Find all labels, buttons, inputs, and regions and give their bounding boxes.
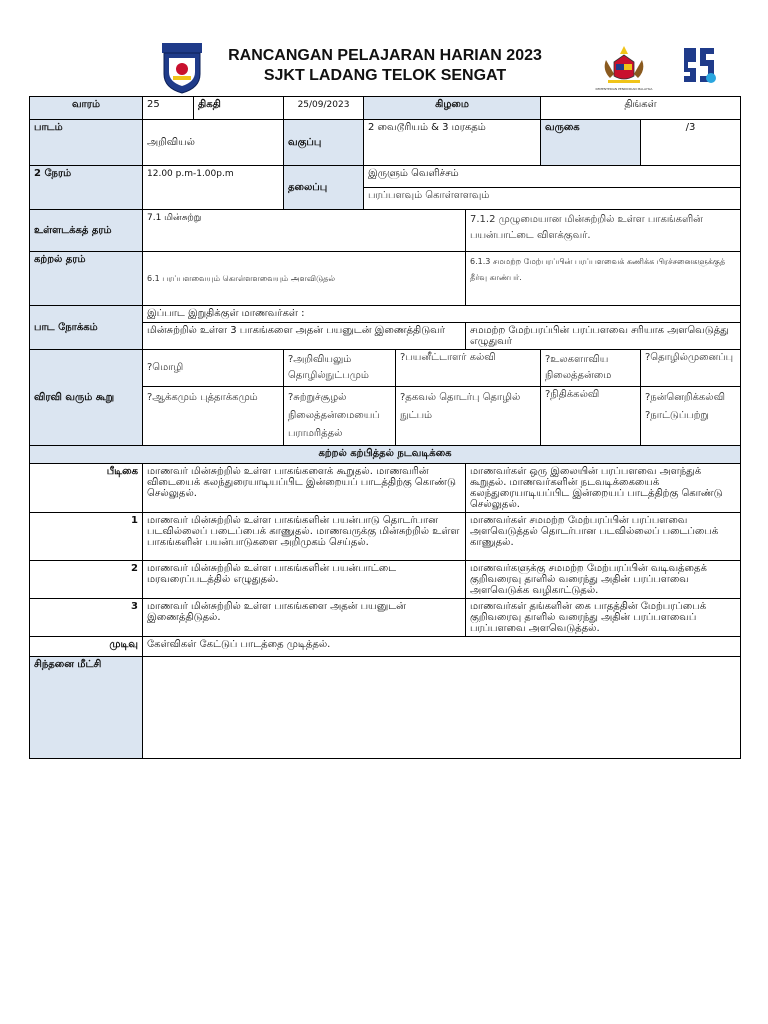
learning-standard-row xyxy=(30,252,741,306)
title-line-1: RANCANGAN PELAJARAN HARIAN 2023 xyxy=(228,47,542,64)
cross-item: ?சுற்றுச்சூழல் நிலைத்தன்மையைப் பராமரித்தல் xyxy=(284,387,396,446)
week-row xyxy=(30,97,741,120)
cross-item: ?தொழில்முனைப்பு xyxy=(641,350,741,387)
content-standard-value-2: 7.1.2 முழுமையான மின்சுற்றில் உள்ள பாகங்களின் பயன்பாட்டை விளக்குவர். xyxy=(466,210,741,252)
closing-row xyxy=(30,637,741,657)
activities-heading-row xyxy=(30,446,741,464)
learning-standard-value-1: 6.1 பரப்பளவையும் கொள்ளளவையும் அளவிடுதல் xyxy=(143,252,466,306)
objective-intro: இப்பாட இறுதிக்குள் மாணவர்கள் : xyxy=(143,306,741,323)
subject-value: அறிவியல் xyxy=(143,120,284,166)
subject-row xyxy=(30,120,741,166)
time-row xyxy=(30,166,741,188)
subject-label: பாடம் xyxy=(30,120,143,166)
title-line-2: SJKT LADANG TELOK SENGAT xyxy=(263,67,507,84)
topic-value-1: இருளும் வெளிச்சம் xyxy=(364,166,741,188)
cross-item: ?தகவல் தொடர்பு தொழில் நுட்பம் xyxy=(396,387,541,446)
learning-standard-label: கற்றல் தரம் xyxy=(30,252,143,306)
learning-standard-value-2: 6.1.3 சமமற்ற மேற்பரப்பின் பரப்பளவைக் கணிக்க பிரச்சனைகளுக்குத் தீர்வு காண்பர். xyxy=(466,252,741,306)
objective-item-2: சமமற்ற மேற்பரப்பின் பரப்பளவை சரியாக அளவெடுத்து எழுதுவர் xyxy=(466,323,741,350)
cross-item-pair xyxy=(641,387,741,446)
objective-label: பாட நோக்கம் xyxy=(30,306,143,350)
step-1-label: 1 xyxy=(30,513,143,561)
cross-item: ?நிதிக்கல்வி xyxy=(541,387,641,446)
cross-item: ?பயனீட்டாளர் கல்வி xyxy=(396,350,541,387)
cross-item: ?நாட்டுப்பற்று xyxy=(645,410,709,421)
day-label: கிழமை xyxy=(364,97,541,120)
document-header xyxy=(0,38,768,98)
document-title xyxy=(210,46,560,86)
gov-caption: KEMENTERIAN PENDIDIKAN MALAYSIA xyxy=(595,87,653,91)
objective-row xyxy=(30,306,741,323)
time-value: 12.00 p.m-1.00p.m xyxy=(143,166,284,210)
topic-value-2: பரப்பளவும் கொள்ளளவும் xyxy=(364,188,741,210)
step-2-text-b: மாணவர்களுக்கு சமமற்ற மேற்பரப்பின் வடிவத்தைக் குறிவரைவு தாளில் வரைந்து அதின் பரப்பளவை அளவெடுக்க வழிகாட்டுதல். xyxy=(466,561,741,599)
week-label: வாரம் xyxy=(30,97,143,120)
reflection-row xyxy=(30,657,741,759)
cross-item: ?மொழி xyxy=(143,350,284,387)
cross-item: ?நன்னெறிக்கல்வி xyxy=(645,392,725,403)
government-coat-of-arms-icon xyxy=(594,44,654,92)
cross-curricular-label: விரவி வரும் கூறு xyxy=(30,350,143,446)
cross-item: ?அறிவியலும் தொழில்நுட்பமும் xyxy=(284,350,396,387)
reflection-value xyxy=(143,657,741,759)
objective-item-1: மின்சுற்றில் உள்ள 3 பாகங்களை அதன் பயனுடன் இணைத்திடுவர் xyxy=(143,323,466,350)
step-1-text-b: மாணவர்கள் சமமற்ற மேற்பரப்பின் பரப்பளவை அளவெடுத்தல் தொடர்பான படவில்லைப் படைப்பைக் காணுதல். xyxy=(466,513,741,561)
intro-row xyxy=(30,464,741,513)
lesson-plan-table xyxy=(29,96,741,759)
topic-label: தலைப்பு xyxy=(284,166,364,210)
step-1-row xyxy=(30,513,741,561)
attendance-value: /3 xyxy=(641,120,741,166)
intro-label: பீடிகை xyxy=(30,464,143,513)
school-crest-icon xyxy=(161,42,203,94)
step-3-text-a: மாணவர் மின்சுற்றில் உள்ள பாகங்களை அதன் பயனுடன் இணைத்திடுதல். xyxy=(143,599,466,637)
step-2-text-a: மாணவர் மின்சுற்றில் உள்ள பாகங்களின் பயன்பாட்டை மரவரைப்படத்தில் எழுதுதல். xyxy=(143,561,466,599)
date-value: 25/09/2023 xyxy=(284,97,364,120)
week-value: 25 xyxy=(143,97,194,120)
cross-item: ?ஆக்கமும் புத்தாக்கமும் xyxy=(143,387,284,446)
attendance-label: வருகை xyxy=(541,120,641,166)
content-standard-label: உள்ளடக்கத் தரம் xyxy=(30,210,143,252)
step-1-text-a: மாணவர் மின்சுற்றில் உள்ள பாகங்களின் பயன்பாடு தொடர்பான படவில்லைப் படைப்பைக் காணுதல். மாணவருக்கு மின்சுற்றில் உள்ள பாகங்களின் பயன்பாடுகளை அறிமுகம் செய்தல். xyxy=(143,513,466,561)
activities-heading: கற்றல் கற்பித்தல் நடவடிக்கை xyxy=(30,446,741,464)
step-3-label: 3 xyxy=(30,599,143,637)
intro-text-b: மாணவர்கள் ஒரு இலையின் பரப்பளவை அளந்துக் கூறுதல். மாணவர்களின் நடவடிக்கையைக் கலந்துரையாடியப்பிட இன்றையப் பாடத்திற்கு கொண்டு செல்லுதல். xyxy=(466,464,741,513)
class-label: வகுப்பு xyxy=(284,120,364,166)
content-standard-value-1: 7.1 மின்சுற்று xyxy=(143,210,466,252)
step-2-label: 2 xyxy=(30,561,143,599)
cross-item: ?உலகளாவிய நிலைத்தன்மை xyxy=(541,350,641,387)
cross-curricular-row-1 xyxy=(30,350,741,387)
time-label: 2 நேரம் xyxy=(30,166,143,210)
content-standard-row xyxy=(30,210,741,252)
step-3-row xyxy=(30,599,741,637)
day-value: திங்கள் xyxy=(541,97,741,120)
education-ministry-logo-icon xyxy=(678,42,720,92)
closing-label: முடிவு xyxy=(30,637,143,657)
reflection-label: சிந்தனை மீட்சி xyxy=(30,657,143,759)
intro-text-a: மாணவர் மின்சுற்றில் உள்ள பாகங்களைக் கூறுதல். மாணவரின் விடையைக் கலந்துரையாடியப்பிட இன்றையப் பாடத்திற்கு கொண்டு செல்லுதல். xyxy=(143,464,466,513)
step-2-row xyxy=(30,561,741,599)
step-3-text-b: மாணவர்கள் தங்களின் கை பாதத்தின் மேற்பரப்பைக் குறிவரைவு தாளில் வரைந்து அதின் பரப்பளவைப் பரப்பளவை அளவெடுத்தல். xyxy=(466,599,741,637)
class-value: 2 வைடூரியம் & 3 மரகதம் xyxy=(364,120,541,166)
closing-value: கேள்விகள் கேட்டுப் பாடத்தை முடித்தல். xyxy=(143,637,741,657)
date-label: திகதி xyxy=(194,97,284,120)
